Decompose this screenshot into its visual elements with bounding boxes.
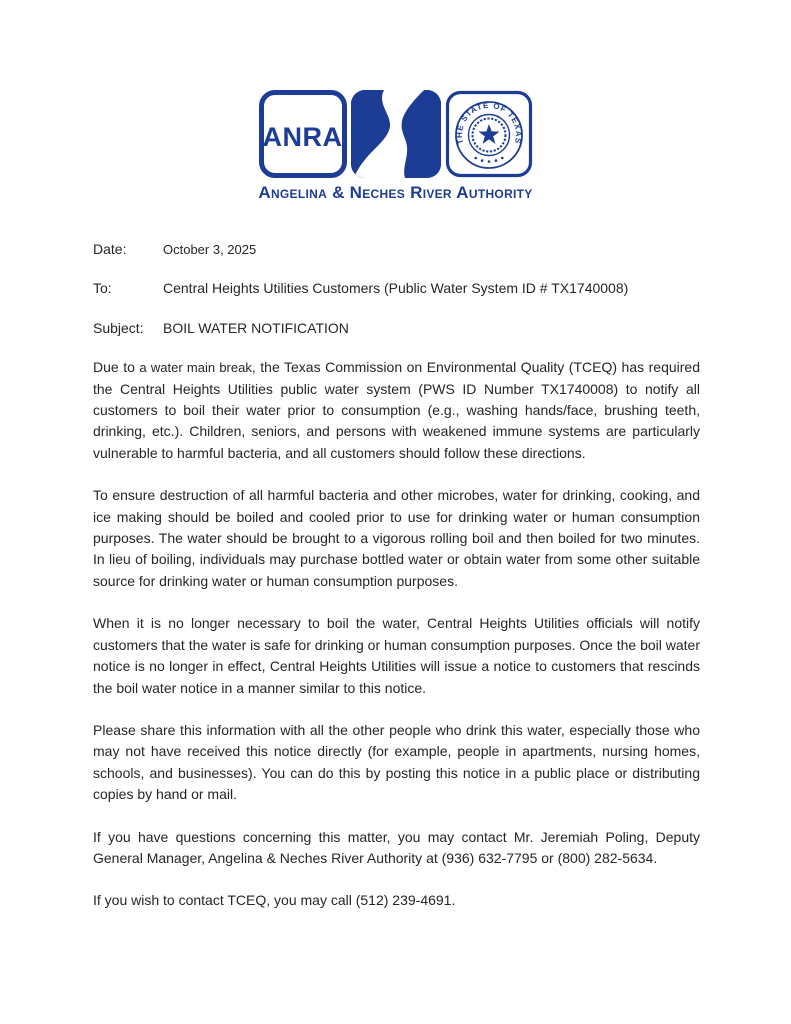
- paragraph-1-body: , the Texas Commission on Environmental Quality (TCEQ) has required the Central Heights Utilities public water system (PWS ID Number TX1740008) to notify all customers to boil their water prior to consumption (e.g., washing hands/face, brushing teeth, drinking, etc.). Children, seniors, and persons with weakened immune systems are particularly vulnerable to harmful bacteria, and all customers should follow these directions.: [93, 359, 701, 461]
- organization-name: Angelina & Neches River Authority: [258, 183, 533, 202]
- texas-seal-graphic: [445, 90, 533, 178]
- to-value: Central Heights Utilities Customers (Public Water System ID # TX1740008): [163, 280, 629, 297]
- date-label: Date:: [93, 241, 127, 257]
- anra-monogram-box: [259, 90, 347, 178]
- river-icon-graphic: [351, 90, 441, 178]
- paragraph-share-info: Please share this information with all the other people who drink this water, especially those who may not have received this notice directly (for example, people in apartments, nursing homes, schools, and businesses). You can do this by posting this notice in a public place or distributing copies by hand or mail.: [93, 721, 700, 803]
- paragraph-1-prefix: Due to: [93, 359, 140, 376]
- river-icon: [351, 90, 441, 178]
- paragraph-rescind-notice: When it is no longer necessary to boil the water, Central Heights Utilities officials will notify customers that the water is safe for drinking or human consumption purposes. Once the boil water notice is no longer in effect, Central Heights Utilities will issue a notice to customers that rescinds the boil water notice in a manner similar to this notice.: [93, 615, 700, 696]
- to-label: To:: [93, 280, 112, 297]
- subject-row: [93, 318, 700, 339]
- to-row: [93, 278, 700, 299]
- texas-seal-icon: [445, 90, 533, 178]
- anra-monogram: ANRA: [262, 121, 343, 152]
- date-value: October 3, 2025: [163, 242, 257, 257]
- paragraph-boil-requirement: [93, 357, 700, 464]
- subject-value: BOIL WATER NOTIFICATION: [163, 319, 349, 336]
- paragraph-contact-tceq: If you wish to contact TCEQ, you may call (512) 239-4691.: [93, 892, 456, 909]
- date-row: [93, 239, 700, 260]
- paragraph-contact-anra: If you have questions concerning this matter, you may contact Mr. Jeremiah Poling, Deputy General Manager, Angelina & Neches River Authority at (936) 632-7795 or (800) 282-5634.: [93, 828, 700, 866]
- paragraph-1-cause: a water main break: [139, 360, 252, 376]
- subject-label: Subject:: [93, 319, 144, 336]
- anra-logo: [0, 90, 791, 178]
- letter-meta: [93, 239, 700, 339]
- letterhead: [0, 0, 791, 203]
- seal-text: THE STATE OF TEXAS: [454, 100, 523, 146]
- letter-content: [0, 203, 791, 912]
- paragraph-boil-instructions: To ensure destruction of all harmful bacteria and other microbes, water for drinking, cooking, and ice making should be boiled and cooled prior to use for drinking water or human consumption purposes. The water should be brought to a vigorous rolling boil and then boiled for two minutes. In lieu of boiling, individuals may purchase bottled water or obtain water from some other suitable source for drinking water or human consumption purposes.: [93, 487, 700, 589]
